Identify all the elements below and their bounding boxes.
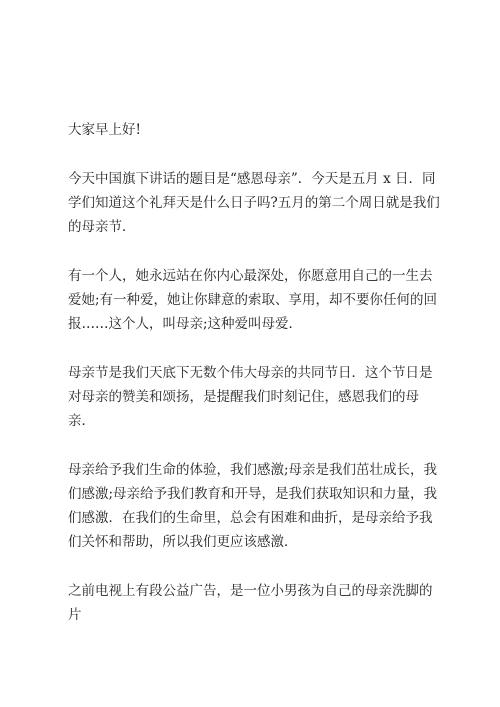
- speech-text: [68, 118, 442, 627]
- paragraph-tv-ad: 之前电视上有段公益广告，是一位小男孩为自己的母亲洗脚的片: [68, 583, 433, 623]
- greeting-line: 大家早上好!: [68, 122, 141, 138]
- paragraph-mother-love: 有一个人，她永远站在你内心最深处，你愿意用自己的一生去爱她;有一种爱，她让你肆意的索取、享用，却不要你任何的回报……这个人，叫母亲;这种爱叫母爱．: [68, 268, 438, 332]
- paragraph-topic: 今天中国旗下讲话的题目是“感恩母亲”．今天是五月 x 日．同学们知道这个礼拜天是什么日子吗?五月的第二个周日就是我们的母亲节．: [68, 171, 440, 235]
- paragraph-mothers-day: 母亲节是我们天底下无数个伟大母亲的共同节日．这个节日是对母亲的赞美和颂扬，是提醒我们时刻记住，感恩我们的母亲．: [68, 365, 433, 429]
- paragraph-gratitude: 母亲给予我们生命的体验，我们感激;母亲是我们茁壮成长，我们感激;母亲给予我们教育和开导，是我们获取知识和力量，我们感激．在我们的生命里，总会有困难和曲折，是母亲给予我们关怀和帮助，所以我们更应该感激．: [68, 462, 438, 550]
